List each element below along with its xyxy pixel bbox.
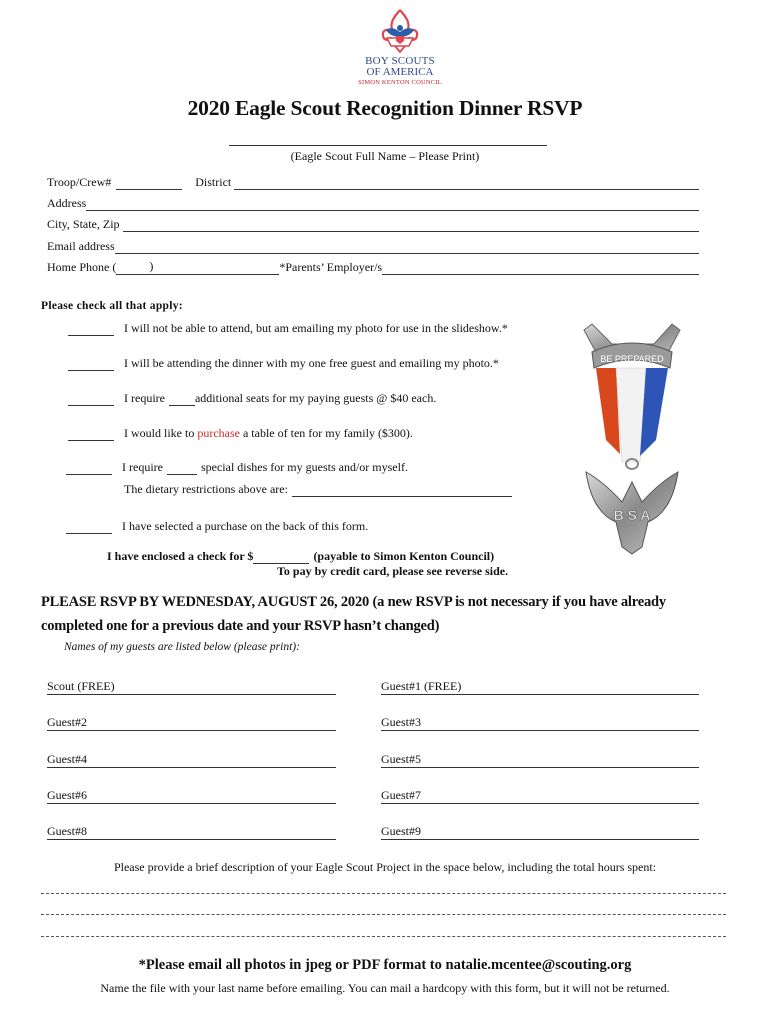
project-description-line-2[interactable] xyxy=(41,914,726,915)
check-blank[interactable] xyxy=(68,358,114,371)
checklist-item-additional-seats xyxy=(68,391,436,406)
phone-label: Home Phone ( xyxy=(47,260,117,274)
checklist-item-special-dishes xyxy=(66,460,408,475)
troop-label: Troop/Crew# xyxy=(47,175,112,189)
guest-field-4[interactable]: Guest#4 xyxy=(47,752,336,768)
city-label: City, State, Zip xyxy=(47,217,120,231)
check-amount-label: I have enclosed a check for $ xyxy=(107,549,254,563)
project-description-line-1[interactable] xyxy=(41,893,726,894)
check-blank[interactable] xyxy=(68,428,114,441)
troop-district-row xyxy=(47,174,699,190)
rsvp-deadline-line1: PLEASE RSVP BY WEDNESDAY, AUGUST 26, 2020 (a new RSVP is not necessary if you have already xyxy=(41,594,666,610)
email-label: Email address xyxy=(47,239,115,253)
checklist-item-attending xyxy=(68,356,499,371)
address-row xyxy=(47,195,699,211)
address-field[interactable] xyxy=(86,198,699,211)
checklist-text-pre: I require xyxy=(124,391,165,405)
rsvp-deadline-line2: completed one for a previous date and your RSVP hasn’t changed) xyxy=(41,618,440,634)
scout-name-caption: (Eagle Scout Full Name – Please Print) xyxy=(290,149,480,163)
file-naming-note: Name the file with your last name before emailing. You can mail a hardcopy with this form, but it will not be returned. xyxy=(100,981,670,995)
guest-field-1[interactable]: Guest#1 (FREE) xyxy=(381,679,699,695)
dietary-label: The dietary restrictions above are: xyxy=(124,482,288,496)
checklist-text: I will be attending the dinner with my one free guest and emailing my photo.* xyxy=(124,356,499,370)
org-name-line2: OF AMERICA xyxy=(366,66,434,78)
checklist-text-post: a table of ten for my family ($300). xyxy=(242,426,413,440)
ribbon-text: BE PREPARED xyxy=(600,354,664,364)
checklist-text: I will not be able to attend, but am emailing my photo for use in the slideshow.* xyxy=(124,321,508,335)
dietary-restrictions-row xyxy=(124,482,512,497)
guests-note: Names of my guests are listed below (please print): xyxy=(64,641,300,653)
checklist-heading: Please check all that apply: xyxy=(41,300,183,312)
guest-field-6[interactable]: Guest#6 xyxy=(47,788,336,804)
checklist-text-pre: I require xyxy=(122,460,163,474)
dishes-count-field[interactable] xyxy=(167,463,197,475)
guest-field-scout[interactable]: Scout (FREE) xyxy=(47,679,336,695)
check-blank[interactable] xyxy=(66,521,112,534)
area-code-field[interactable] xyxy=(116,262,149,275)
guest-field-8[interactable]: Guest#8 xyxy=(47,824,336,840)
email-field[interactable] xyxy=(115,241,699,254)
check-amount-field[interactable] xyxy=(253,552,309,564)
troop-field[interactable] xyxy=(116,177,182,190)
phone-number-field[interactable] xyxy=(153,262,279,275)
page-title: 2020 Eagle Scout Recognition Dinner RSVP xyxy=(187,96,583,120)
phone-row xyxy=(47,259,699,275)
eagle-medal-image xyxy=(582,322,682,562)
bsa-logo xyxy=(355,8,445,94)
payable-note: (payable to Simon Kenton Council) xyxy=(313,549,495,563)
city-row xyxy=(47,216,699,232)
org-name-line1: BOY SCOUTS xyxy=(365,55,435,67)
guest-field-7[interactable]: Guest#7 xyxy=(381,788,699,804)
fleur-de-lis-icon xyxy=(379,8,421,54)
council-name: SIMON KENTON COUNCIL xyxy=(358,79,442,86)
city-field[interactable] xyxy=(123,219,699,232)
check-blank[interactable] xyxy=(68,393,114,406)
phone-paren-close: ) xyxy=(149,259,154,273)
check-enclosed-row xyxy=(107,549,494,564)
email-row xyxy=(47,238,699,254)
pendant-text: B S A xyxy=(613,507,651,523)
email-photos-note: *Please email all photos in jpeg or PDF format to natalie.mcentee@scouting.org xyxy=(138,957,632,973)
checklist-text-post: additional seats for my paying guests @ $40 each. xyxy=(194,391,437,405)
guest-field-2[interactable]: Guest#2 xyxy=(47,715,336,731)
checklist-item-table-of-ten xyxy=(68,426,413,441)
guest-field-9[interactable]: Guest#9 xyxy=(381,824,699,840)
guest-field-5[interactable]: Guest#5 xyxy=(381,752,699,768)
check-blank[interactable] xyxy=(66,462,112,475)
check-blank[interactable] xyxy=(68,323,114,336)
employer-field[interactable] xyxy=(382,262,699,275)
checklist-text-pre: I would like to xyxy=(124,426,195,440)
district-label: District xyxy=(195,175,232,189)
project-description-line-3[interactable] xyxy=(41,936,726,937)
district-field[interactable] xyxy=(234,177,699,190)
address-label: Address xyxy=(47,196,87,210)
guest-field-3[interactable]: Guest#3 xyxy=(381,715,699,731)
seats-count-field[interactable] xyxy=(169,394,195,406)
dietary-field[interactable] xyxy=(292,485,512,497)
checklist-item-back-purchase xyxy=(66,519,368,534)
credit-card-note: To pay by credit card, please see reverse side. xyxy=(277,564,509,578)
checklist-text-post: special dishes for my guests and/or myself. xyxy=(200,460,408,474)
scout-name-field[interactable] xyxy=(229,145,547,146)
checklist-item-not-attending xyxy=(68,321,508,336)
project-description-prompt: Please provide a brief description of your Eagle Scout Project in the space below, including the total hours spent: xyxy=(113,860,657,874)
checklist-text: I have selected a purchase on the back of this form. xyxy=(122,519,369,533)
employer-label: *Parents’ Employer/s xyxy=(279,260,383,274)
purchase-highlight: purchase xyxy=(197,426,240,440)
